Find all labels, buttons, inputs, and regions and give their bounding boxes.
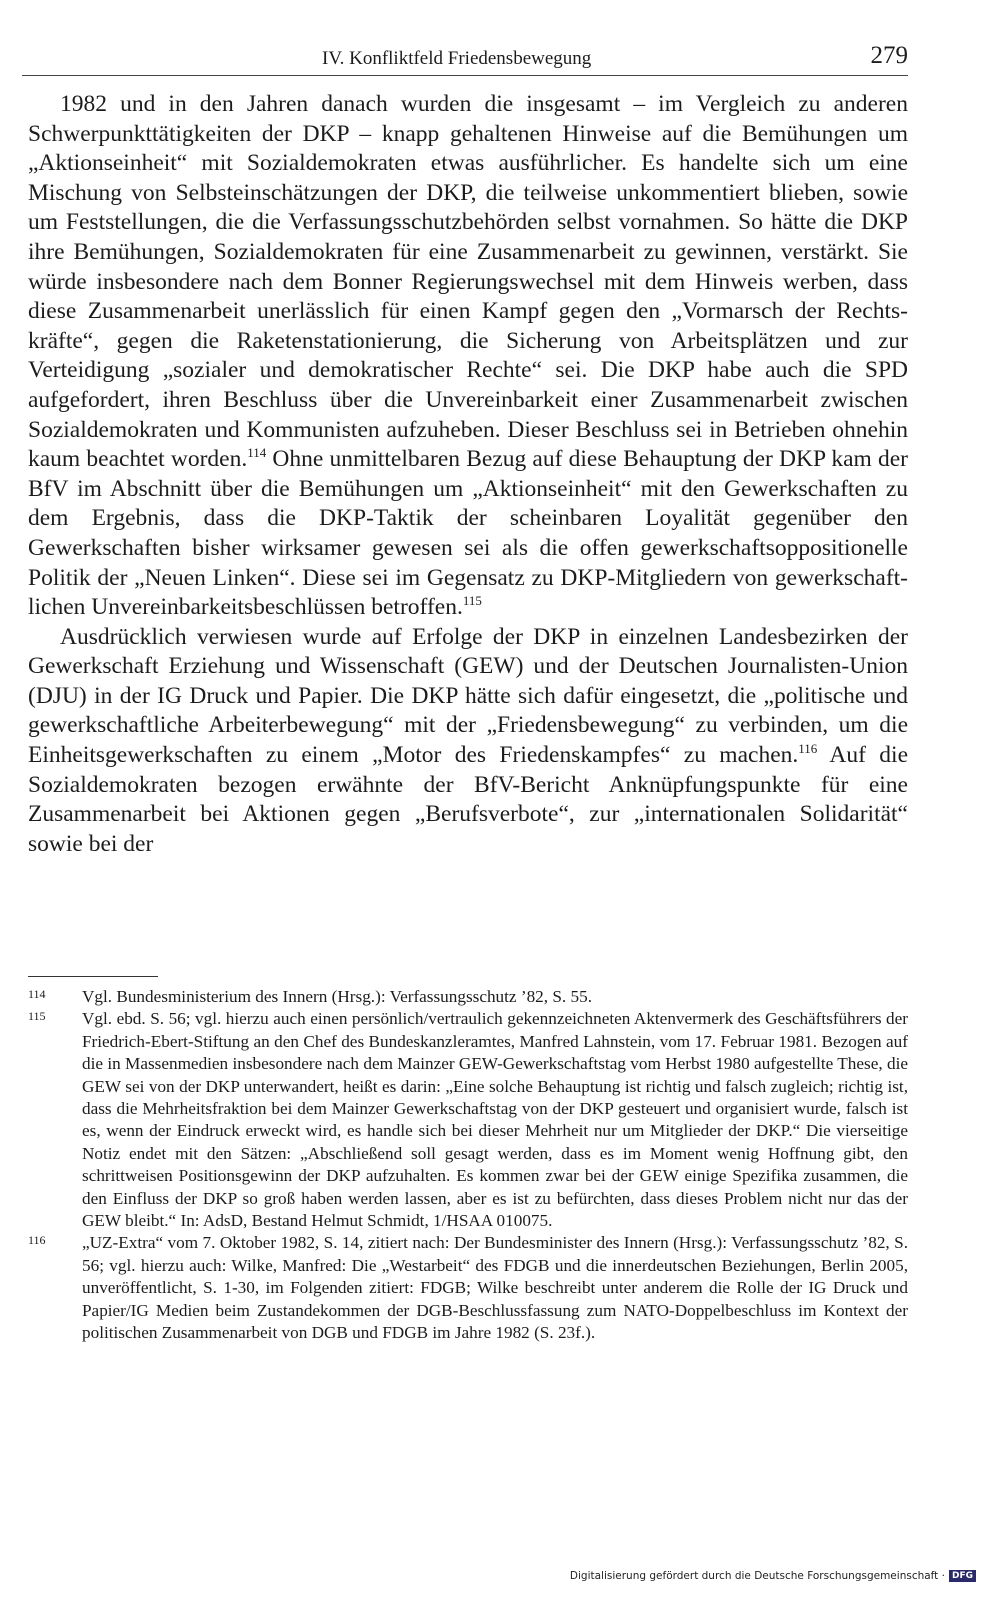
dfg-logo: DFG: [949, 1570, 976, 1582]
paragraph-2-part-b: Auf die Sozialdemokraten bezogen erwähnte der BfV-Bericht Anknüpfungspunkte für eine Zusammenarbeit bei Aktionen gegen „Berufsverbote“, zur „internationalen Solidarität“ sowie bei der: [28, 742, 908, 857]
footnote-115: [28, 1008, 908, 1232]
footnote-number: 115: [28, 1009, 46, 1024]
main-text: [28, 90, 908, 859]
footnote-text: „UZ-Extra“ vom 7. Oktober 1982, S. 14, zitiert nach: Der Bundesminister des Innern (Hrsg.): Verfassungsschutz ’82, S. 56; vgl. hierzu auch: Wilke, Manfred: Die „Westarbeit“ des FDGB und die innerdeutschen Beziehungen, Berlin 2005, unveröffentlicht, S. 1-30, im Folgenden zitiert: FDGB; Wilke beschreibt unter anderem die Rolle der IG Druck und Papier/IG Medien beim Zustandekommen der DGB-Beschlussfassung zum NATO-Doppelbeschluss im Kontext der politischen Zusammenarbeit von DGB und FDGB im Jahre 1982 (S. 23f.).: [82, 1233, 908, 1343]
footnote-ref-116[interactable]: 116: [798, 741, 818, 757]
footnote-rule: [28, 976, 158, 977]
footnote-116: [28, 1232, 908, 1344]
footnote-ref-115[interactable]: 115: [462, 593, 482, 609]
running-title: IV. Konfliktfeld Friedensbewegung: [322, 48, 592, 69]
page-number: 279: [870, 42, 908, 69]
paragraph-1: [28, 90, 908, 623]
digitization-credit: [570, 1570, 976, 1582]
paragraph-2-part-a: Ausdrücklich verwiesen wurde auf Erfolge der DKP in einzelnen Landesbezirken der Gewerkschaft Erziehung und Wissenschaft (GEW) und der Deutschen Journalisten-Union (DJU) in der IG Druck und Papier. Die DKP hätte sich dafür eingesetzt, die „politische und gewerkschaftliche Arbeiterbewegung“ mit der „Friedensbewegung“ zu verbinden, um die Einheitsgewerkschaften zu einem „Motor des Friedenskampfes“ zu machen.: [28, 623, 908, 769]
paragraph-2: [28, 623, 908, 860]
header-rule: [22, 75, 908, 76]
footnote-number: 116: [28, 1233, 46, 1248]
footnotes: [28, 986, 908, 1345]
running-header: [22, 40, 908, 76]
footnote-114: [28, 986, 908, 1008]
footnote-text: Vgl. ebd. S. 56; vgl. hierzu auch einen persönlich/vertraulich gekennzeichneten Aktenvermerk des Geschäftsführers der Friedrich-Ebert-Stiftung an den Chef des Bundeskanzleramtes, Manfred Lahnstein, vom 17. Februar 1981. Bezogen auf die in Massenmedien insbesondere nach dem Mainzer GEW-Gewerkschaftstag vom Herbst 1980 aufgestellte These, die GEW sei von der DKP unterwandert, heißt es darin: „Eine solche Behauptung ist richtig und falsch zugleich; richtig ist, dass die Mehrheitsfraktion bei dem Mainzer Gewerkschaftstag von der DKP gesteuert und organisiert wurde, falsch ist es, wenn der Eindruck erweckt wird, es handle sich bei dieser Mehrheit nur um Mitglieder der DKP.“ Die vierseitige Notiz endet mit den Sätzen: „Abschließend soll gesagt werden, dass es im Moment wenig Hoffnung gibt, den schrittweisen Positionsgewinn der DKP aufzuhalten. Es kommen zwar bei der GEW einige Spezifika zusammen, die den Einfluss der DKP so groß haben werden lassen, aber es ist zu befürchten, dass dieses Problem nicht nur das der GEW bleibt.“ In: AdsD, Bestand Helmut Schmidt, 1/HSAA 010075.: [82, 1009, 908, 1231]
footnote-text: Vgl. Bundesministerium des Innern (Hrsg.): Verfassungsschutz ’82, S. 55.: [82, 987, 592, 1006]
footnote-ref-114[interactable]: 114: [247, 445, 267, 461]
paragraph-1-part-a: 1982 und in den Jahren danach wurden die insgesamt – im Vergleich zu anderen Schwerpunkttätigkeiten der DKP – knapp gehaltenen Hinweise auf die Bemühungen um „Aktionseinheit“ mit Sozialdemokraten etwas ausführlicher. Es handelte sich um eine Mischung von Selbsteinschätzungen der DKP, die teilweise unkommentiert blieben, sowie um Feststellungen, die die Verfassungsschutzbehörden selbst vornahmen. So hätte die DKP ihre Bemühungen, Sozialdemokraten für eine Zusammenarbeit zu gewinnen, verstärkt. Sie würde insbesondere nach dem Bonner Regierungswechsel mit dem Hinweis werben, dass diese Zusammenarbeit unerlässlich für einen Kampf gegen den „Vormarsch der Rechtskräfte“, gegen die Raketenstationierung, die Sicherung von Arbeitsplätzen und zur Verteidigung „sozialer und demokratischer Rechte“ sei. Die DKP habe auch die SPD aufgefordert, ihren Beschluss über die Unvereinbarkeit einer Zusammenarbeit zwischen Sozialdemokraten und Kommunisten aufzuheben. Dieser Beschluss sei in Betrieben ohnehin kaum beachtet worden.: [28, 91, 908, 473]
paragraph-1-part-b: Ohne unmittelbaren Bezug auf diese Behauptung der DKP kam der BfV im Abschnitt über die Bemühungen um „Aktionseinheit“ mit den Gewerkschaften zu dem Ergebnis, dass die DKP-Taktik der scheinbaren Loyalität gegenüber den Gewerkschaften bisher wirksamer gewesen sei als die offen gewerkschaftsoppositionelle Politik der „Neuen Linken“. Diese sei im Gegensatz zu DKP-Mitgliedern von gewerkschaftlichen Unvereinbarkeitsbeschlüssen betroffen.: [28, 446, 909, 621]
footnote-number: 114: [28, 987, 46, 1001]
digitization-note: Digitalisierung gefördert durch die Deutsche Forschungsgemeinschaft ·: [569, 1570, 945, 1582]
